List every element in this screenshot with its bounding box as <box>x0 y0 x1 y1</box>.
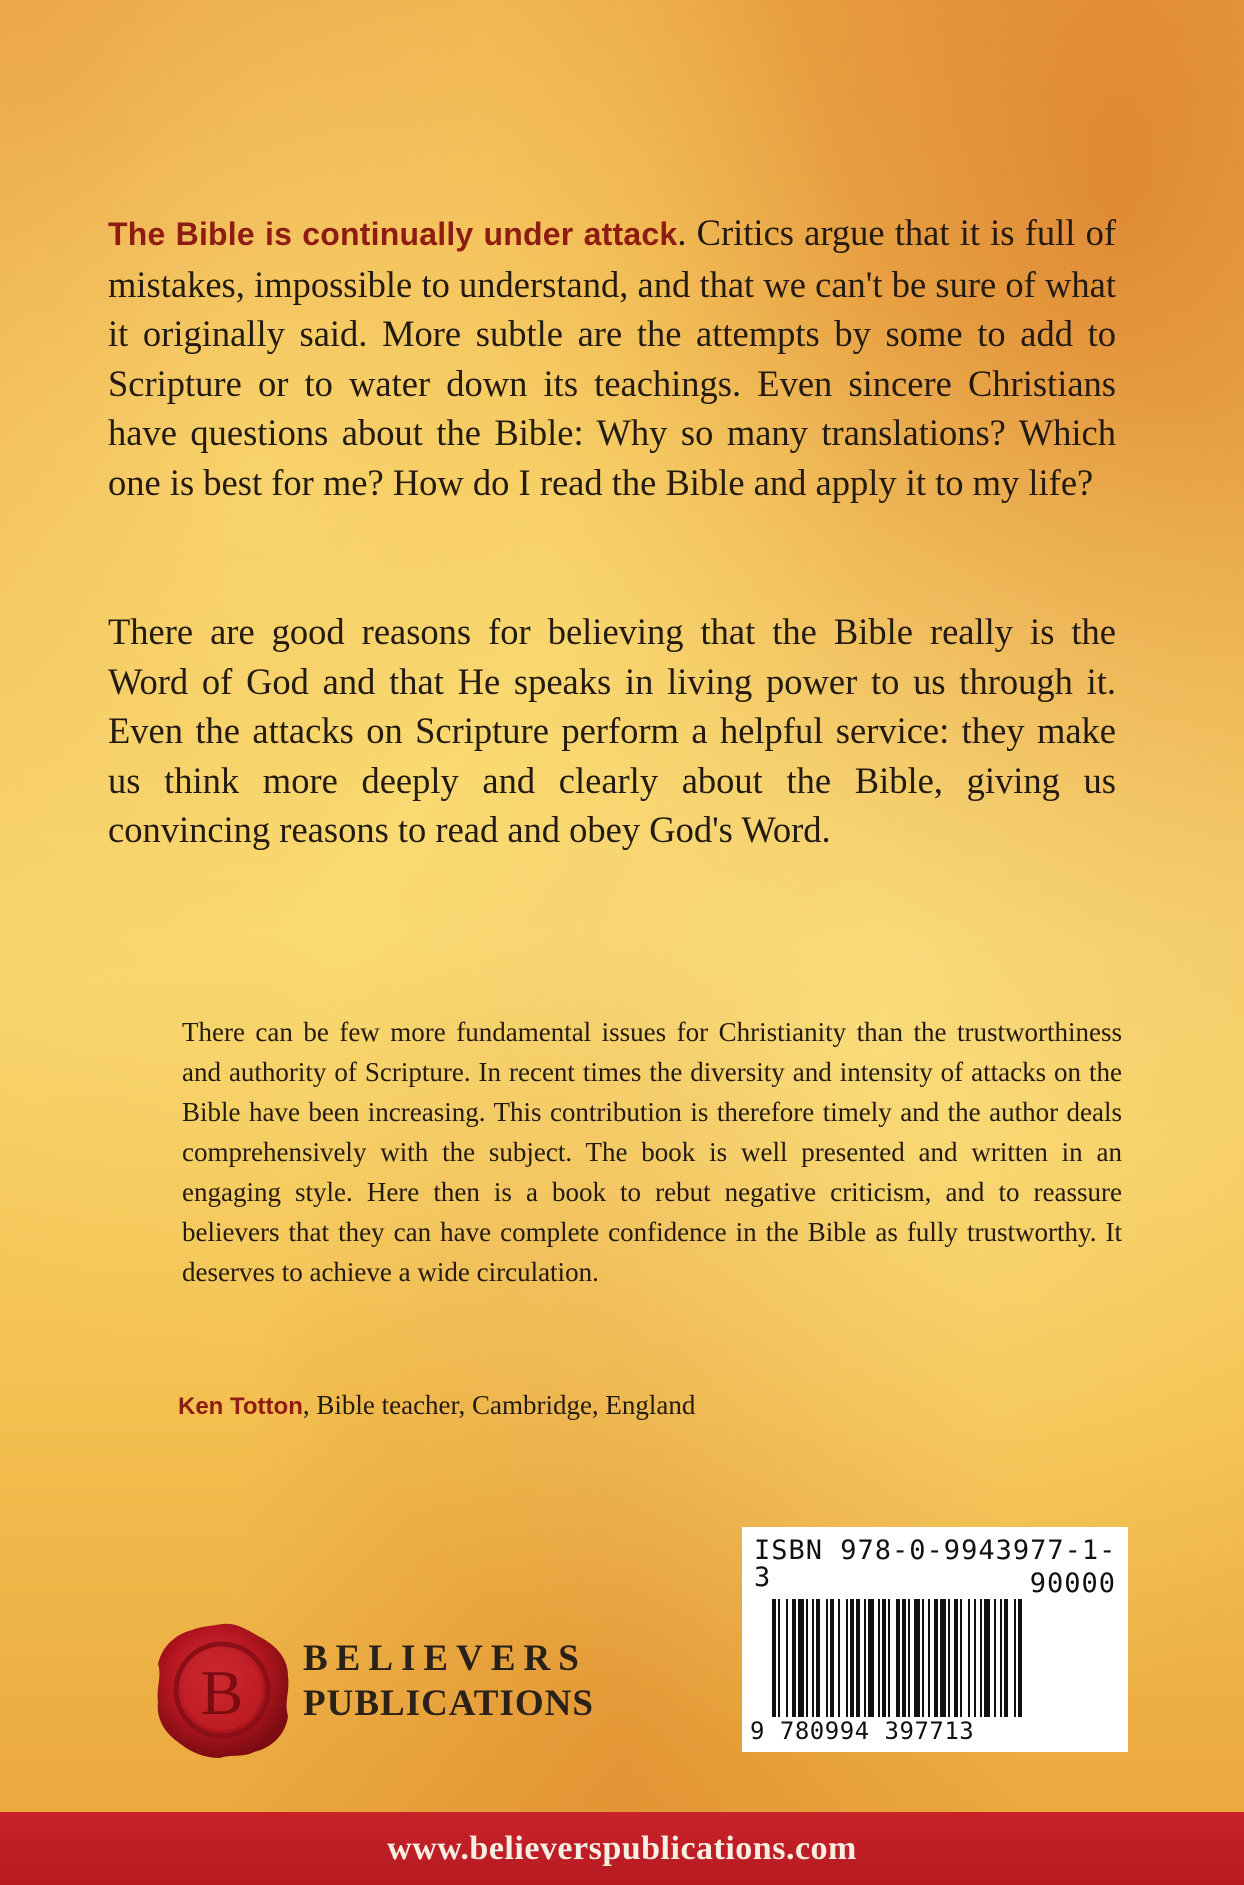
barcode-bar <box>864 1599 866 1717</box>
barcode-bar <box>968 1599 970 1717</box>
barcode-bar <box>1014 1599 1016 1717</box>
barcode-bar <box>850 1599 854 1717</box>
isbn-number: ISBN 978-0-9943977-1-3 <box>754 1535 1117 1593</box>
blurb-paragraph-1-text: . Critics argue that it is full of mistakes, impossible to understand, and that we can't be sure of what it originally said. More subtle are the attempts by some to add to Scripture or to water down its teachings. Even sincere Christians have questions about the Bible: Why so many translations? Which one is best for me? How do I read the Bible and apply it to my life? <box>108 212 1116 503</box>
barcode-bar <box>914 1599 920 1717</box>
wax-seal-logo-icon <box>150 1618 295 1763</box>
barcode-bar <box>812 1599 814 1717</box>
endorsement-attribution <box>178 1385 695 1427</box>
barcode-bar <box>896 1599 900 1717</box>
barcode-bar <box>984 1599 990 1717</box>
barcode-bar <box>830 1599 834 1717</box>
barcode-bar <box>954 1599 958 1717</box>
barcode-bar <box>882 1599 886 1717</box>
barcode-bar <box>902 1599 906 1717</box>
barcode-bar <box>1000 1599 1002 1717</box>
barcode-bar <box>826 1599 828 1717</box>
endorser-name: Ken Totton <box>178 1393 303 1420</box>
barcode-bar <box>816 1599 820 1717</box>
barcode-bar <box>792 1599 796 1717</box>
barcode-bar <box>786 1599 788 1717</box>
barcode-bar <box>856 1599 860 1717</box>
seal-letter: B <box>200 1657 244 1728</box>
barcode-bar <box>922 1599 924 1717</box>
barcode-bar <box>928 1599 930 1717</box>
barcode-bar <box>846 1599 848 1717</box>
barcode-bar <box>888 1599 890 1717</box>
barcode-bar <box>960 1599 962 1717</box>
ean-digits: 9 780994 397713 <box>750 1717 975 1745</box>
barcode-bar <box>838 1599 840 1717</box>
barcode-bar <box>948 1599 950 1717</box>
blurb-paragraph-1 <box>108 208 1116 507</box>
barcode-bar <box>980 1599 982 1717</box>
endorser-role: , Bible teacher, Cambridge, England <box>302 1390 696 1420</box>
publisher-name-line-2: PUBLICATIONS <box>303 1683 594 1724</box>
blurb-lead: The Bible is continually under attack <box>108 216 678 252</box>
barcode-bar <box>806 1599 808 1717</box>
barcode-bar <box>934 1599 938 1717</box>
barcode-bar <box>772 1599 776 1717</box>
blurb-paragraph-2: There are good reasons for believing that the Bible really is the Word of God and that He speaks in living power to us through it. Even the attacks on Scripture perform a helpful service: they make us think more deeply and clearly about the Bible, giving us convincing reasons to read and obey God's Word. <box>108 611 1116 850</box>
barcode-bar <box>994 1599 996 1717</box>
endorsement-quote: There can be few more fundamental issues for Christianity than the trustworthiness and authority of Scripture. In recent times the diversity and intensity of attacks on the Bible have been increasing. This contribution is therefore timely and the author deals comprehensively with the subject. The book is well presented and written in an engaging style. Here then is a book to rebut negative criticism, and to reassure believers that they can have complete confidence in the Bible as fully trustworthy. It deserves to achieve a wide circulation. <box>182 1017 1122 1287</box>
barcode-bar <box>1004 1599 1008 1717</box>
barcode-bar <box>778 1599 780 1717</box>
publisher-name-line-1: BELIEVERS <box>303 1638 587 1679</box>
website-url: www.believerspublications.com <box>387 1830 857 1867</box>
barcode-bar <box>868 1599 874 1717</box>
barcode-bar <box>878 1599 880 1717</box>
price-code: 90000 <box>1029 1568 1116 1599</box>
barcode-bar <box>940 1599 946 1717</box>
barcode-bar <box>798 1599 804 1717</box>
barcode-bar <box>974 1599 976 1717</box>
publisher-name <box>303 1640 594 1722</box>
isbn-barcode <box>742 1527 1128 1752</box>
barcode-bar <box>1018 1599 1022 1717</box>
barcode-bars-icon <box>772 1599 1112 1717</box>
barcode-bar <box>908 1599 910 1717</box>
